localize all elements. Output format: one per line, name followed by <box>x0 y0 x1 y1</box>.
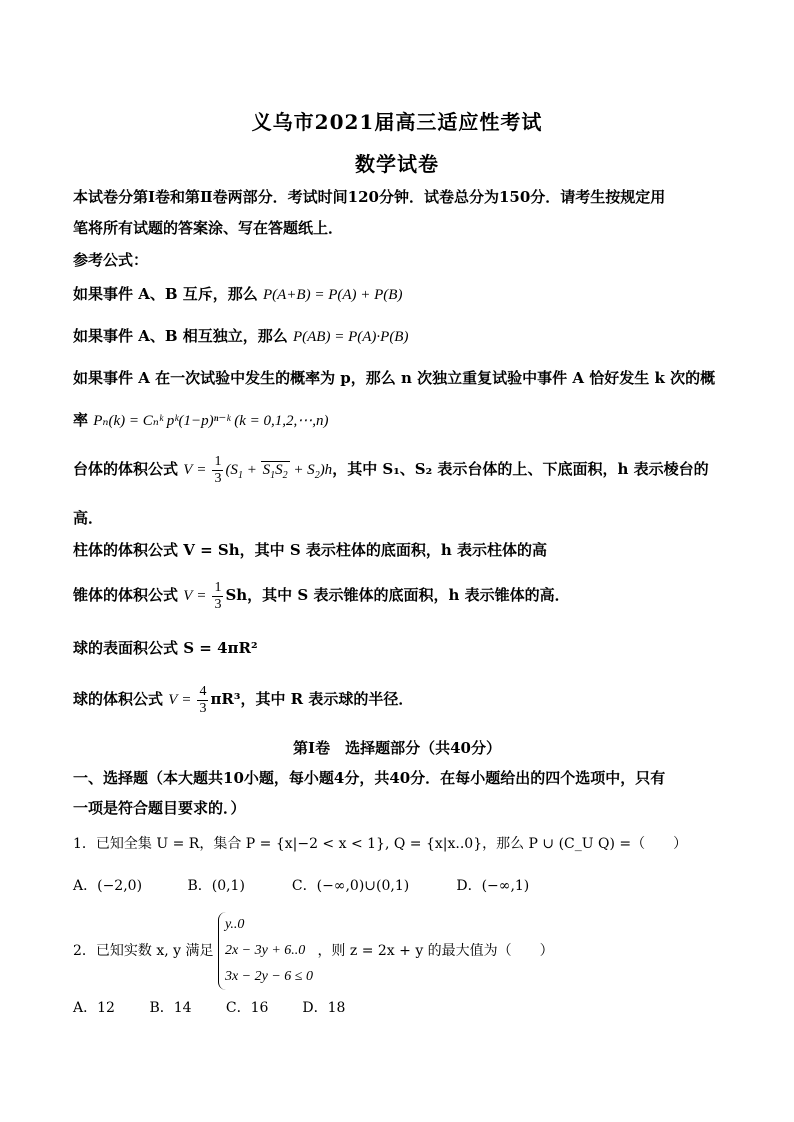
formula-tail: πR³，其中 R 表示球的半径． <box>210 690 414 708</box>
option-a: A．12 <box>73 1000 115 1016</box>
formula-text: 台体的体积公式 <box>73 460 184 478</box>
section-desc-line-1: 一、选择题（本大题共10小题，每小题4分，共40分．在每小题给出的四个选项中，只有 <box>73 769 666 787</box>
formula-frustum: 台体的体积公式 V = $\frac{1}{3}$ $(S_1 + S_1S_2 + S_2)h$，其中 S₁、S₂ 表示台体的上、下底面积，h 表示棱台的 <box>73 453 709 486</box>
formula-text: 如果事件 A、B 互斥，那么 <box>73 285 263 303</box>
section-title: 第Ⅰ卷 选择题部分（共40分） <box>293 739 501 757</box>
exam-title: 义乌市2021届高三适应性考试 <box>251 110 543 134</box>
section-desc-line-2: 一项是符合题目要求的．） <box>73 799 246 817</box>
formula-independent <box>73 326 734 347</box>
formula-text: 锥体的体积公式 <box>73 586 184 604</box>
formula-mutually-exclusive <box>73 284 734 305</box>
formula-cone: 锥体的体积公式 V = $\frac{1}{3}$ Sh，其中 S 表示锥体的底面积，h 表示锥体的高． <box>73 579 570 612</box>
question-1-stem: 1．已知全集 U = R，集合 P = {x|−2 < x < 1}, Q = {x|x..0}，那么 P ∪ (C_U Q) =（ ） <box>73 836 688 852</box>
option-d: D．18 <box>302 1000 346 1016</box>
formula-prism: 柱体的体积公式 V = Sh，其中 S 表示柱体的底面积，h 表示柱体的高 <box>73 541 548 559</box>
question-2-stem <box>73 912 734 990</box>
question-2-options <box>73 998 734 1018</box>
option-b: B．14 <box>149 1000 192 1016</box>
formula-binomial-line-2 <box>73 410 734 431</box>
fraction-one-third: $\frac{1}{3}$ <box>214 579 222 612</box>
formula-frustum-line-2: 高． <box>73 509 104 527</box>
constraint-2: 2x − 3y + 6..0 <box>224 943 306 958</box>
reference-label: 参考公式： <box>73 251 149 269</box>
question-2-prefix: 2．已知实数 x, y 满足 <box>73 943 214 959</box>
formula-math: Pₙ(k) = Cₙᵏ pᵏ(1−p)ⁿ⁻ᵏ (k = 0,1,2,⋯,n) <box>93 413 329 429</box>
option-b: B．(0,1) <box>187 878 245 894</box>
formula-sphere-surface: 球的表面积公式 S = 4πR² <box>73 639 258 657</box>
option-d: D．(−∞,1) <box>456 878 530 894</box>
constraint-3: 3x − 2y − 6 ≤ 0 <box>224 969 313 984</box>
intro-line-2: 笔将所有试题的答案涂、写在答题纸上． <box>73 219 344 237</box>
formula-sphere-volume: 球的体积公式 V = $\frac{4}{3}$ πR³，其中 R 表示球的半径． <box>73 683 414 716</box>
fraction-one-third: $\frac{1}{3}$ <box>214 453 222 486</box>
formula-math: P(A+B) = P(A) + P(B) <box>262 287 403 303</box>
formula-text: 如果事件 A、B 相互独立，那么 <box>73 327 293 345</box>
option-c: C．16 <box>225 1000 269 1016</box>
formula-math: P(AB) = P(A)·P(B) <box>292 329 409 345</box>
exam-subtitle: 数学试卷 <box>355 152 439 176</box>
option-c: C．(−∞,0)∪(0,1) <box>291 878 410 894</box>
formula-text: 球的体积公式 <box>73 690 169 708</box>
question-2-suffix: ，则 z = 2x + y 的最大值为（ ） <box>317 943 554 959</box>
constraint-system <box>218 912 313 990</box>
formula-tail: Sh，其中 S 表示锥体的底面积，h 表示锥体的高． <box>225 586 570 604</box>
formula-text: 率 <box>73 411 94 429</box>
intro-line-1: 本试卷分第Ⅰ卷和第Ⅱ卷两部分．考试时间120分钟．试卷总分为150分．请考生按规定用 <box>73 188 666 206</box>
constraint-1: y..0 <box>224 917 245 932</box>
formula-tail: ，其中 S₁、S₂ 表示台体的上、下底面积，h 表示棱台的 <box>332 460 709 478</box>
fraction-four-thirds: $\frac{4}{3}$ <box>199 683 207 716</box>
formula-binomial-line-1: 如果事件 A 在一次试验中发生的概率为 p，那么 n 次独立重复试验中事件 A 恰好发生 k 次的概 <box>73 369 716 387</box>
option-a: A．(−2,0) <box>73 878 143 894</box>
question-1-options <box>73 876 734 896</box>
